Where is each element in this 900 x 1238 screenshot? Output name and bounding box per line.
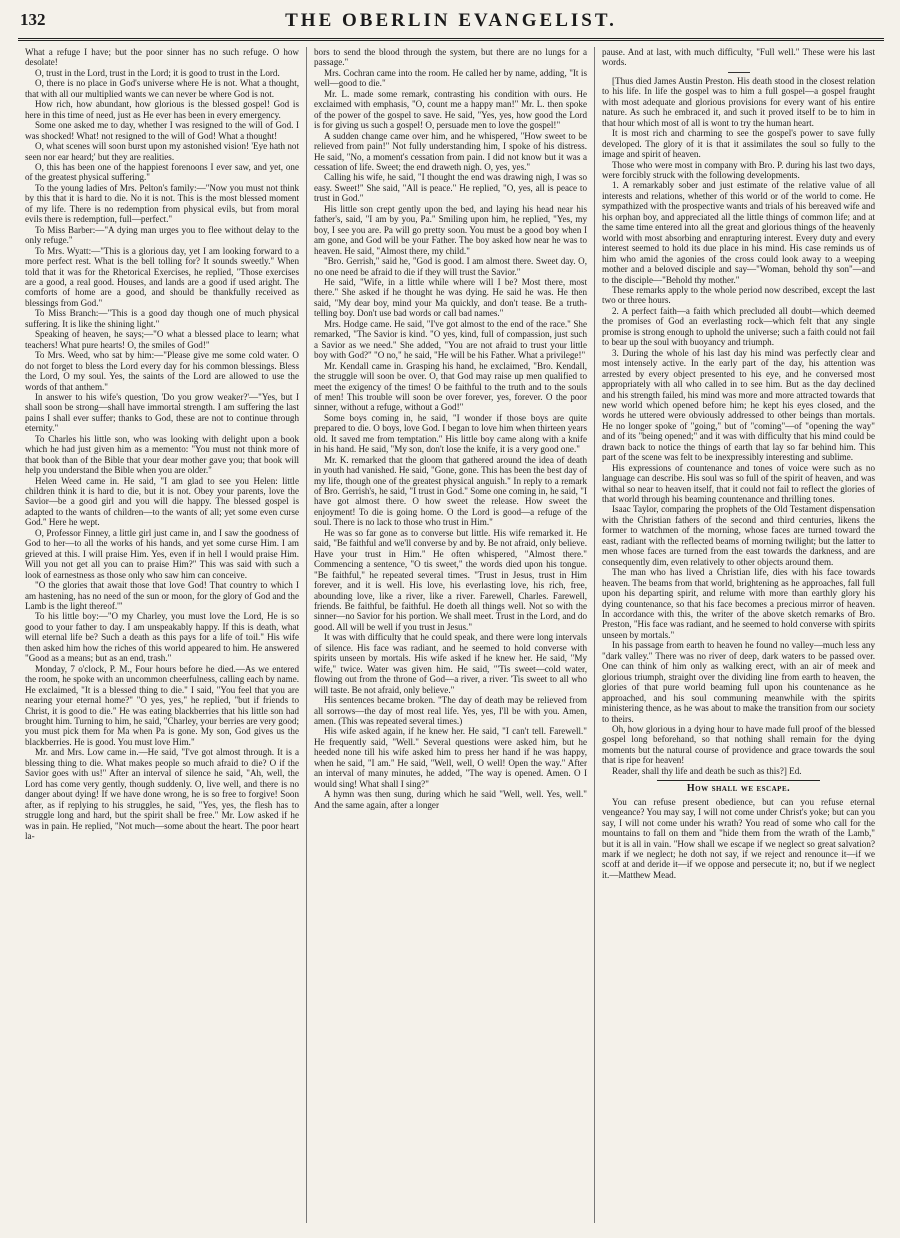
paragraph: Speaking of heaven, he says;—"O what a blessed place to learn; what teachers! What pure hearts! O, the smiles of God!" xyxy=(25,329,299,350)
paragraph: Calling his wife, he said, "I thought the end was drawing nigh, I was so easy. Sweet!" She said, "All is peace." He replied, "O, yes, all is peace to trust in God." xyxy=(314,172,587,204)
paragraph: Oh, how glorious in a dying hour to have made full proof of the blessed gospel long beforehand, so that nothing shall remain for the dying moments but the natural course of providence and grace towards the soul that is ripe for heaven! xyxy=(602,724,875,766)
paragraph: To Miss Branch:—"This is a good day though one of much physical suffering. It is like the shining light." xyxy=(25,308,299,329)
paragraph: bors to send the blood through the system, but there are no lungs for a passage." xyxy=(314,47,587,68)
paragraph: O, what scenes will soon burst upon my astonished vision! 'Eye hath not seen nor ear heard;' but they are realities. xyxy=(25,141,299,162)
paragraph: 3. During the whole of his last day his mind was perfectly clear and most intensely active. In the early part of the day, his attention was arrested by every object presented to his eye, and he conversed most appropriately with all who called in to see him. But as the day declined and his strength failed, his mind was more and more attracted towards that new world which opened before him; he kept his eyes closed, and the words he uttered were obviously addressed to other beings than mortals. He no longer spoke of "going," but of "coming"—of "opening the way" and of its "being opened;" and it was with difficulty that his mind could be drawn back to notice the things of earth that lay so far behind him. This part of the scene was felt to be inexpressibly interesting and sublime. xyxy=(602,347,875,463)
paragraph: His little son crept gently upon the bed, and laying his head near his father's, said, "I am by you, Pa." Smiling upon him, he replied, "Yes, my boy, I see you are. Pa will go pretty soon. You must be a good boy when I am gone, and God will be your Father. The boy asked how near he was to heaven. He said, "Almost there, my child." xyxy=(314,203,587,256)
paragraph: In answer to his wife's question, 'Do you grow weaker?'—"Yes, but I shall soon be strong—shall have immortal strength. I am suffering the last pains I shall ever suffer; thanks to God, these are not to continue through eternity." xyxy=(25,391,299,434)
paragraph: It was with difficulty that he could speak, and there were long intervals of silence. His face was radiant, and he seemed to hold converse with spirits unseen by mortals. His wife asked if he knew her. He said, "My wife," twice. Water was given him. He said, "'Tis sweet—cold water, flowing out from the throne of God—a river, a river. 'Tis sweet to all who will taste. Be not afraid, only believe." xyxy=(314,632,587,695)
section-heading: How shall we escape. xyxy=(686,783,791,795)
section-divider xyxy=(657,780,821,781)
paragraph: Mr. K. remarked that the gloom that gathered around the idea of death in youth had vanished. He said, "Gone, gone. This has been the best day of my life, though one of the greatest physical anguish." In reply to a remark of Bro. Gerrish's, he said, "I trust in God." Some one coming in, he said, "I have got almost there. O how sweet the release. How sweet the enjoyment! To die is going home. O the Lord is good—a refuge of the soul. There is no lack to those who trust in Him." xyxy=(314,454,587,528)
masthead-rule xyxy=(18,38,884,41)
paragraph: To the young ladies of Mrs. Pelton's family:—"Now you must not think by this that it is hard to die. No it is not. This is the most blessed moment of my life. There is no redemption from physical evils, but from moral evils there is redemption, full—perfect." xyxy=(25,182,299,225)
paragraph: These remarks apply to the whole period now described, except the last two or three hours. xyxy=(602,284,875,306)
paragraph: To Miss Barber:—"A dying man urges you to flee without delay to the only refuge." xyxy=(25,224,299,246)
section-paragraph: You can refuse present obedience, but can you refuse eternal vengeance? You may say, I will not come under Christ's yoke; but can you say, I will not come under his wrath? You read of some who call for the mountains to fall on them and "hide them from the wrath of the Lamb," but it is all in vain. "How shall we escape if we neglect so great salvation? mark if we neglect; he doth not say, if we reject and renounce it—if we scoff at and deride it—if we oppose and persecute it; no, but if we neglect it.—Matthew Mead. xyxy=(602,796,875,880)
paragraph: Mr. and Mrs. Low came in.—He said, "I've got almost through. It is a blessing thing to die. What makes people so much afraid to die? O if the Savior goes with us!" After an interval of silence he said, "Ah, well, the Lord has come very gently, though suddenly. O, live well, and there is no danger about dying! If we have done wrong, he is so free to forgive! Soon after, as if replying to his struggles, he said, "Yes, yes, the flesh has to struggle long and hard, but the spirit shall be free." Mr. Low asked if he was in pain. He replied, "Not much—some about the heart. The poor heart la- xyxy=(25,747,299,841)
paragraph: What a refuge I have; but the poor sinner has no such refuge. O how desolate! xyxy=(25,47,299,68)
paragraph: How rich, how abundant, how glorious is the blessed gospel! God is here in this time of need, just as He ever has been in every emergency. xyxy=(25,99,299,120)
paragraph: Those who were most in company with Bro. P. during his last two days, were forcibly struck with the following developments. xyxy=(602,159,875,180)
paragraph: It is most rich and charming to see the gospel's power to save fully developed. The glory of it is that it assimilates the soul so fully to the image and spirit of heaven. xyxy=(602,128,875,160)
column-middle xyxy=(306,47,594,1223)
paragraph: Reader, shall thy life and death be such as this?] Ed. xyxy=(612,765,802,776)
divider xyxy=(728,72,750,73)
paragraph: O, Professor Finney, a little girl just came in, and I saw the goodness of God to her—to all the works of his hands, and yet some curse Him. I am grieved at this. I will praise Him. Yes, even if in hell I would praise Him. Will you not get all you can to praise Him?" This was said with such a look of earnestness as those only who saw him can conceive. xyxy=(25,527,299,580)
newspaper-page xyxy=(18,8,884,1230)
paragraph: To Charles his little son, who was looking with delight upon a book which he had just given him as a memento: "You must not think more of that book than of the Bible that your dear mother gave you; that book will help you understand the Bible when you are older." xyxy=(25,433,299,476)
paragraph: To his little boy:—"O my Charley, you must love the Lord, He is so good to your father to day. I am unspeakably happy. If this is death, what will eternal life be? Such a death as this pays for a life of toil." His wife then asked him how the riches of this world appeared to him. He answered "Good as a means; but as an end, trash." xyxy=(25,611,299,664)
paragraph: Mr. L. made some remark, contrasting his condition with ours. He exclaimed with emphasis, "O, count me a happy man!" Mr. L. then spoke of the power of the gospel to save. He said, "Yes, yes, how good the Lord is for giving us such a gospel! O, persuade men to love the gospel!" xyxy=(314,88,587,131)
masthead xyxy=(18,8,884,36)
paragraph: He said, "Wife, in a little while where will I be? Most there, most there." She asked if he thought he was dying. He said he was. He then said, "My dear boy, mind your Ma quickly, and don't tease. Be a truth-telling boy. Don't use bad words or call bad names." xyxy=(314,276,587,319)
paragraph: [Thus died James Austin Preston. His death stood in the closest relation to his life. In life the gospel was to him a full gospel—a gospel fraught with most adequate and glorious provisions for every want of his entire nature. As such he embraced it, and such it proved itself to be to him in that hour which most of all is wont to try the human heart. xyxy=(602,75,875,128)
paragraph: A hymn was then sung, during which he said "Well, well. Yes, well." And the same again, after a longer xyxy=(314,789,587,810)
paragraph: "O the glories that await those that love God! That country to which I am hastening, has no need of the sun or moon, for the glory of God and the Lamb is the light thereof.'" xyxy=(25,580,299,612)
paragraph: 1. A remarkably sober and just estimate of the relative value of all interests and relations, whether of this world or of the world to come. He sympathized with the prospective wants and trials of his bereaved wife and his orphan boy, and appreciated all the little things of common life; and at the same time entered into all the great and glorious things of the heavenly world with most absorbing and enrapturing interest. Every duty and every interest seemed to hold its due place in his mind. His case reminds us of him who amid the agonies of the cross could look away to a weeping mother and a beloved disciple and say—"Woman, behold thy son"—and to the disciple—"Behold thy mother." xyxy=(602,180,875,285)
paragraph: Mr. Kendall came in. Grasping his hand, he exclaimed, "Bro. Kendall, the struggle will soon be over. O, that God may raise up men qualified to meet the exigency of the times! O be faithful to the truth and to the souls of men! This trouble will soon be over forever, yes, forever. O the poor sinner, without a refuge, without a God!" xyxy=(314,360,587,413)
paragraph: Monday, 7 o'clock, P. M., Four hours before he died.—As we entered the room, he spoke with an uncommon cheerfulness, calling each by name. He exclaimed, "It is a blessed thing to die." I said, "You feel that you are nearing your eternal home?" "O yes, yes," he replied, "but if friends to Christ, it is good to die." He was eating blackberries that his little son had brought him. Turning to him, he said, "Charley, your berries are very good; you must pick them for Ma when Pa is gone. My son, God gives us the blackberries. He is good. You must love Him." xyxy=(25,663,299,747)
paragraph: Some boys coming in, he said, "I wonder if those boys are quite prepared to die. O boys, love God. I began to love him when thirteen years old. It saved me from temptation." His little boy came along with a knife in his hand. He said, "My son, don't lose the knife, it is a very good one." xyxy=(314,412,587,455)
paragraph: O, this has been one of the happiest forenoons I ever saw, and yet, one of the greatest physical suffering." xyxy=(25,161,299,183)
paragraph: "Bro. Gerrish," said he, "God is good. I am almost there. Sweet day. O, no one need be afraid to die if they will trust the Savior." xyxy=(314,256,587,277)
paragraph: His sentences became broken. "The day of death may be relieved from all sorrows—the day of most real life. Yes, yes, I'll be with you. Amen, amen. (This was repeated several times.) xyxy=(314,695,587,726)
column-left xyxy=(18,47,306,1223)
paragraph: Some one asked me to day, whether I was resigned to the will of God. I was shocked! What! not resigned to the will of God! What a thought! xyxy=(25,120,299,141)
paragraph: O, trust in the Lord, trust in the Lord; it is good to trust in the Lord. xyxy=(35,67,280,78)
paragraph: In his passage from earth to heaven he found no valley—much less any "dark valley." There was no river of deep, dark waters to be passed over. One can think of him only as walking erect, with an air of meek and glorious triumph, straight over the dividing line from earth to heaven, the glories of that pure world beaming full upon his countenance as he approached, and his soul communing meanwhile with the spirits ministering thence, as he was about to make the transition from our society to theirs. xyxy=(602,640,875,724)
column-right xyxy=(594,47,882,1223)
paragraph: A sudden change came over him, and he whispered, "How sweet to be relieved from pain!" Not fully understanding him, I spoke of his distress. He said, "No, a moment's cessation from pain. I did not know but it was a cessation of life. Sweet; the end draweth nigh. O, yes, yes." xyxy=(314,130,587,172)
paragraph: Mrs. Hodge came. He said, "I've got almost to the end of the race." She remarked, "The Savior is kind. "O yes, kind, full of compassion, just such a Savior as we need." She added, "You are not afraid to trust your little boy with God?" "O no," he said, "He will be his Father. What a privilege!" xyxy=(314,318,587,361)
page-number: 132 xyxy=(20,10,46,29)
paragraph: His wife asked again, if he knew her. He said, "I can't tell. Farewell." He frequently said, "Well." Several questions were asked him, but he heeded none till his wife asked him to press her hand if he was happy, when he said, "I am." He said, "Well, well, O well! Open the way." After an interval of many minutes, he added, "The way is opened. Amen. O I would sing! What shall I sing?" xyxy=(314,726,587,789)
paragraph: Isaac Taylor, comparing the prophets of the Old Testament dispensation with the Christian fathers of the second and third centuries, likens the former to watchmen of the morning, whose faces are turned toward the east, radiant with the reflected beams of morning twilight; but the latter to men whose faces are turned from the east towards the darkness, and are consequently dim, even relatively to other objects around them. xyxy=(602,504,875,567)
paragraph: To Mrs. Weed, who sat by him:—"Please give me some cold water. O do not forget to bless the Lord every day for his common blessings. Bless the Lord, O my soul. Yes, the saints of the Lord are allowed to use the words of that anthem." xyxy=(25,350,299,392)
paragraph: Mrs. Cochran came into the room. He called her by name, adding, "It is well—good to die." xyxy=(314,67,587,89)
paragraph: He was so far gone as to converse but little. His wife remarked it. He said, "Be faithful and we'll converse by and by. Be not afraid, only believe. Have your trust in Him." He often whispered, "Almost there." Commencing a sentence, "O tis sweet," the words died upon his tongue. "Be faithful," he repeated several times. "Trust in Jesus, trust in Him forever, and it is well. His love, his everlasting love, his rich, free, abounding love, like a river, like a river. Farewell, Charles. Farewell, friends. Be faithful, be faithful. He doeth all things well. Not so with the sinner—no Savior for his portion. We shall meet. Trust in the Lord, and do good. All will be well if you trust in Jesus." xyxy=(314,527,587,632)
paragraph: 2. A perfect faith—a faith which precluded all doubt—which deemed the promises of God an everlasting rock—which felt that any single promise is strong enough to uphold the universe; such a faith could not fail to bear up the soul with buoyancy and triumph. xyxy=(602,305,875,348)
paragraph: To Mrs. Wyatt:—"This is a glorious day, yet I am looking forward to a more perfect rest. What is the bell tolling for? It sounds sweetly." When told that it was for the Rhetorical Exercises, he replied, "Those exercises are a good, a real good. Houses, and lands are a good if used aright. The comforts of home are a good, and should be thankfully received as blessings from God." xyxy=(25,245,299,308)
paragraph: pause. And at last, with much difficulty, "Full well." These were his last words. xyxy=(602,47,875,68)
paragraph: O, there is no place in God's universe where He is not. What a thought, that with all our multiplied wants we can never be where God is not. xyxy=(25,78,299,99)
paper-title: THE OBERLIN EVANGELIST. xyxy=(285,10,617,31)
paragraph: His expressions of countenance and tones of voice were such as no language can describe. His soul was so full of the spirit of heaven, and was withal so near to heaven itself, that it could not fail to reflect the glories of that world through his beaming countenance and thrilling tones. xyxy=(602,462,875,505)
paragraph: Helen Weed came in. He said, "I am glad to see you Helen: little children think it is hard to die, but it is not. Obey your parents, love the Savior—be a good girl and you will die happy. The blessed gospel is adapted to the wants of children—to the wants of all; yet some even curse God." Here he wept. xyxy=(25,475,299,528)
columns xyxy=(18,47,884,1223)
paragraph: The man who has lived a Christian life, dies with his face towards heaven. The beams from that world, brightening as he approaches, fall full upon his departing spirit, and relume with more than earthly glory his dying countenance, so that his face becomes a precious mirror of heaven. In accordance with this, the writer of the above sketch remarks of Bro. Preston, "His face was radiant, and he seemed to hold converse with spirits unseen by mortals." xyxy=(602,567,875,640)
